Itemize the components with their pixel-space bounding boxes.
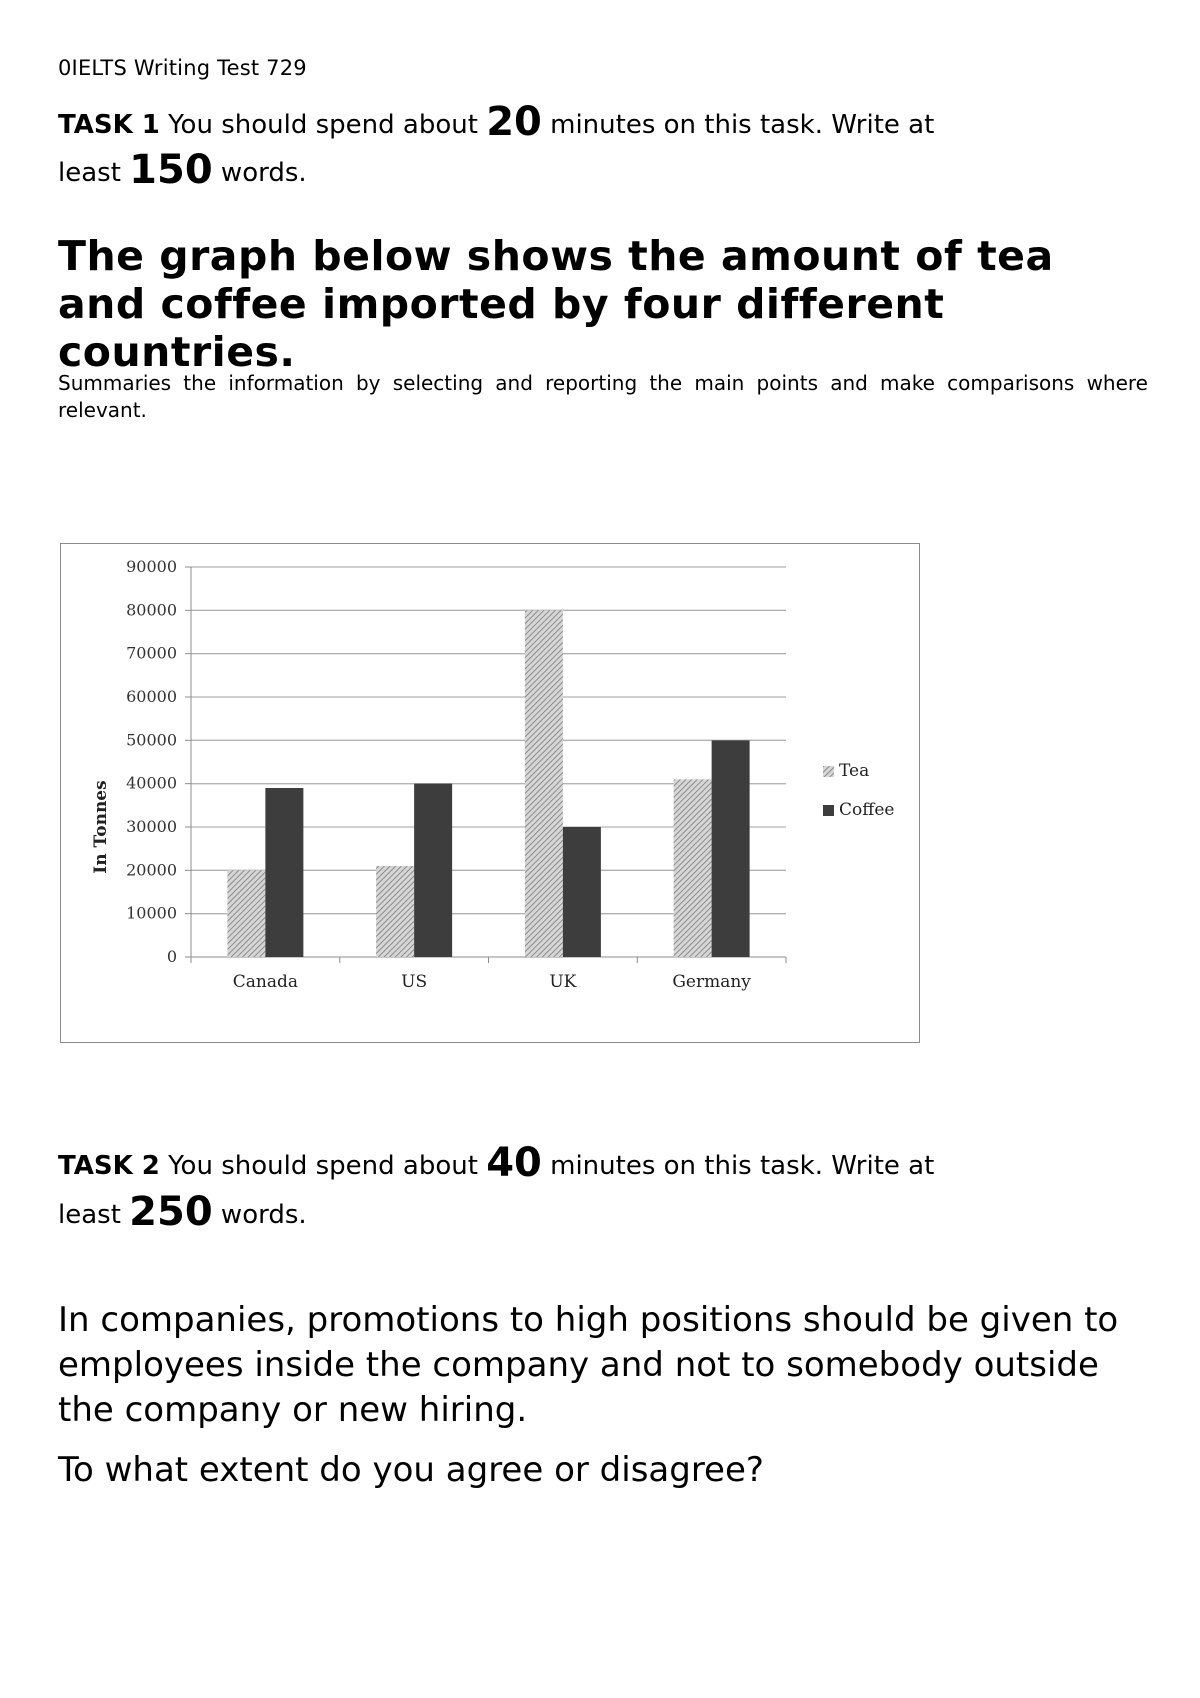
y-tick-label: 80000 [126,600,177,620]
x-category-label: Germany [672,972,751,992]
task2-words: 250 [129,1189,213,1235]
legend-swatch-tea [823,766,834,777]
task1-text-b: minutes on this task. Write at [541,110,935,140]
task2-text-a: You should spend about [159,1151,487,1181]
task2-essay-prompt: In companies, promotions to high positions should be given to employees inside the company and not to somebody outside the company or new hiring. [58,1300,1119,1430]
y-tick-label: 10000 [126,903,177,923]
x-category-label: Canada [232,972,298,992]
bar-chart [61,544,919,1042]
y-tick-label: 0 [166,947,177,966]
task1-text-a: You should spend about [159,110,487,140]
chart-frame [60,543,920,1043]
chart-legend [823,761,894,820]
task1-instruction-line1 [58,98,1058,149]
bar-tea-uk [525,610,563,957]
task1-minutes: 20 [486,99,542,145]
bar-coffee-uk [563,827,601,957]
bar-tea-canada [227,870,265,957]
y-tick-label: 50000 [126,730,177,750]
y-tick-label: 60000 [126,687,177,706]
task1-label: TASK 1 [58,110,160,140]
task2-text-c: least [58,1200,130,1230]
task1-text-d: words. [212,158,307,188]
task2-label: TASK 2 [58,1151,160,1181]
y-tick-label: 30000 [126,817,177,836]
bar-tea-germany [674,779,712,957]
task2-text-b: minutes on this task. Write at [541,1151,935,1181]
legend-label-tea: Tea [839,761,870,781]
document-header: 0IELTS Writing Test 729 [58,56,307,80]
y-tick-label: 90000 [126,557,177,576]
y-tick-label: 40000 [126,773,177,793]
x-category-label: UK [549,972,577,992]
task1-prompt-title: The graph below shows the amount of tea and coffee imported by four different countries. [58,232,1054,376]
task2-minutes: 40 [486,1140,542,1186]
bar-coffee-canada [265,788,303,957]
y-axis-label: In Tonnes [91,780,111,874]
x-category-label: US [401,972,428,992]
task1-text-c: least [58,158,130,188]
bar-coffee-germany [712,740,750,957]
task2-text-d: words. [212,1200,307,1230]
task2-essay-question: To what extent do you agree or disagree? [58,1450,764,1490]
task2-instruction-line1 [58,1139,1058,1190]
task2-instruction-line2 [58,1188,1058,1239]
y-tick-label: 20000 [126,860,177,880]
y-tick-label: 70000 [126,643,177,663]
bar-coffee-us [414,784,452,957]
task1-words: 150 [129,147,213,193]
bar-tea-us [376,866,414,957]
legend-label-coffee: Coffee [839,800,895,820]
task1-instruction-line2 [58,146,1058,197]
task1-instructions: Summaries the information by selecting and reporting the main points and make comparisons where relevant. [58,371,1148,422]
legend-swatch-coffee [823,805,834,816]
